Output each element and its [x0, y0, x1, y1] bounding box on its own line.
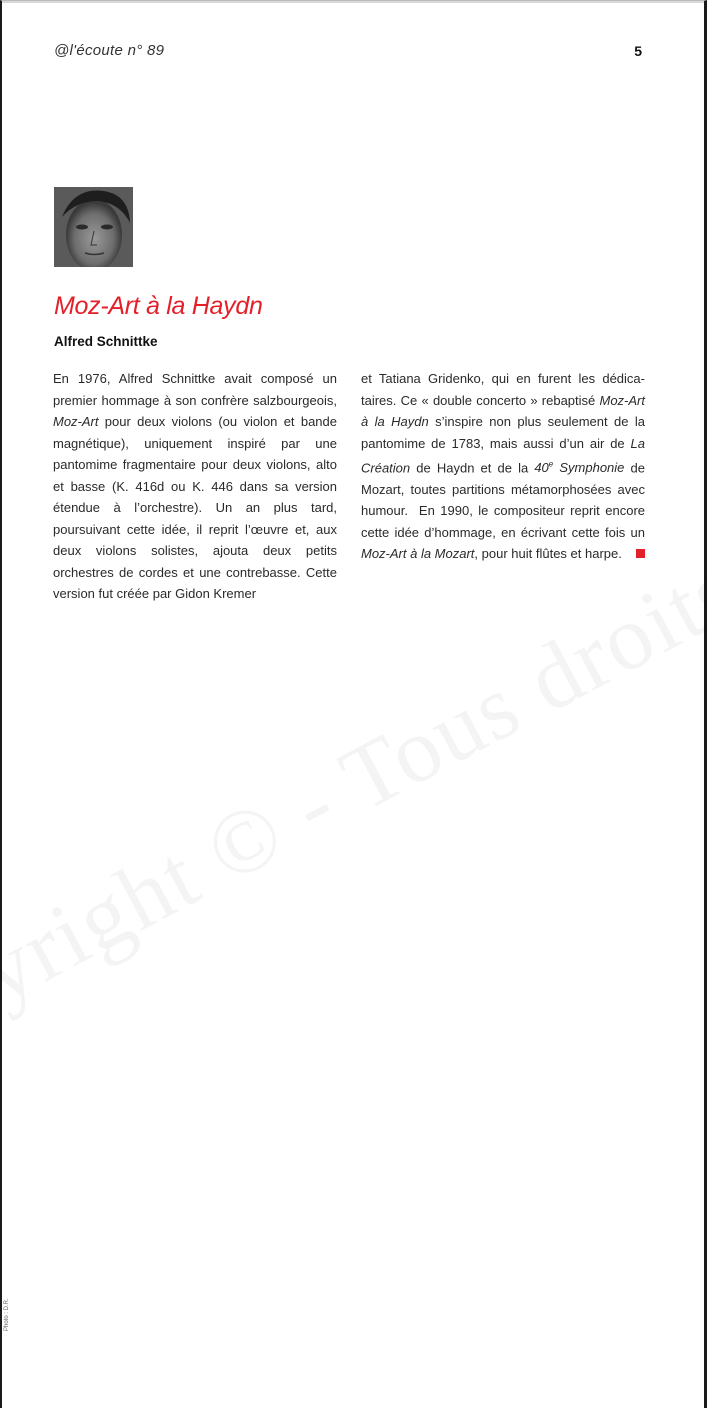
page-number: 5	[634, 43, 642, 59]
end-of-article-mark	[636, 549, 645, 558]
composer-photo	[54, 187, 133, 267]
top-edge	[2, 1, 704, 3]
paragraph-right: et Tatiana Gridenko, qui en furent les dédicataires. Ce « double concerto » rebaptisé Moz-Art à la Haydn s’inspire non plus seulement de la pantomime de 1783, mais aussi d’un air de La Création de Haydn et de la 40e Symphonie de Mozart, toutes partitions métamorphosées avec humour. En 1990, le compositeur reprit encore cette idée d’hommage, en écrivant cette fois un Moz-Art à la Mozart, pour huit flûtes et harpe.	[361, 371, 646, 562]
body-column-left	[53, 368, 337, 605]
article-title: Moz-Art à la Haydn	[54, 292, 263, 320]
photo-credit: Photo : D.R.	[4, 1298, 10, 1331]
composer-name: Alfred Schnittke	[54, 334, 158, 349]
publication-header: @l'écoute n° 89	[54, 42, 165, 59]
body-column-right	[361, 368, 645, 565]
paragraph-left: En 1976, Alfred Schnittke avait composé un premier hommage à son confrère salzbourgeois, Moz-Art pour deux violons (ou violon et bande magnétique), uniquement inspiré par une pantomime fragmentaire pour deux violons, alto et basse (K. 416d ou K. 446 dans sa version étendue à l’orchestre). Un an plus tard, poursuivant cette idée, il reprit l’œuvre et, aux deux violons solistes, ajouta deux petits orchestres de cordes et une contrebasse. Cette version fut créée par Gidon Kremer	[53, 371, 337, 601]
